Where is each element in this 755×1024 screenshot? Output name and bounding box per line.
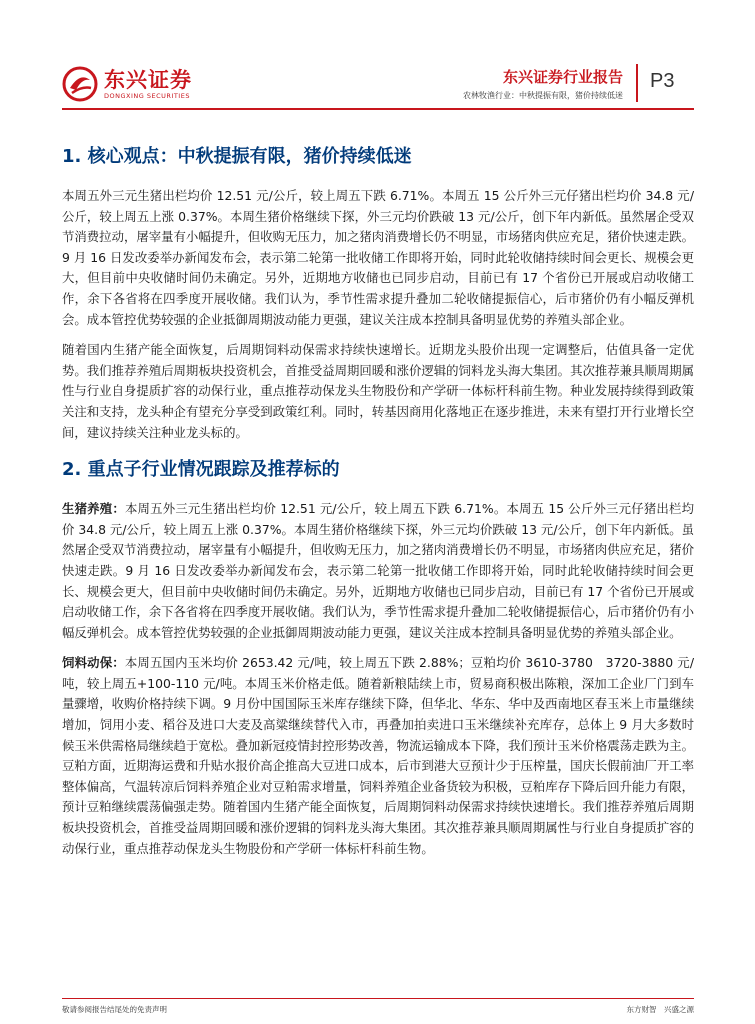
subsector-lead-feed: 饲料动保： bbox=[62, 655, 125, 671]
subsector-text-feed: 本周五国内玉米均价 2653.42 元/吨，较上周五下跌 2.88%；豆粕均价 3610-3780 3720-3880 元/吨，较上周五+100-110 元/吨。本周玉米价格走低。随着新粮陆续上市，贸易商积极出陈粮，深加工企业厂门到车量骤增，收购价格持续下调。9 月份中国国际玉米库存继续下降，但华北、华东、华中及西南地区春玉米上市量继续增加，饲用小麦、稻谷及进口大麦及高粱继续替代入市，再叠加拍卖进口玉米继续补充库存，总体上 9 月大多数时候玉米供需格局继续趋于宽松。叠加新冠疫情封控形势改善，物流运输成本下降，我们预计玉米价格震荡走跌为主。豆粕方面，近期海运费和升贴水报价高企推高大豆进口成本，后市到港大豆预计少于压榨量，国庆长假前油厂开工率整体偏高，气温转凉后饲料养殖企业对豆粕需求增量，饲料养殖企业备货较为积极，豆粕库存下降后回升能力有限，预计豆粕继续震荡偏强走势。随着国内生猪产能全面恢复，后周期饲料动保需求持续快速增长。我们推荐养殖后周期板块投资机会，首推受益周期回暖和涨价逻辑的饲料龙头海大集团。其次推荐兼具顺周期属性与行业自身提质扩容的动保行业，重点推荐动保龙头生物股份和产学研一体标杆科前生物。 bbox=[62, 655, 695, 856]
core-view-paragraph-2: 随着国内生猪产能全面恢复，后周期饲料动保需求持续快速增长。近期龙头股价出现一定调整后，估值具备一定优势。我们推荐养殖后周期板块投资机会，首推受益周期回暖和涨价逻辑的饲料龙头海大集团。其次推荐兼具顺周期属性与行业自身提质扩容的动保行业，重点推荐动保龙头生物股份和产学研一体标杆科前生物。种业发展持续得到政策关注和支持，龙头种企有望充分享受到政策红利。同时，转基因商用化落地正在逐步推进，未来有望打开行业增长空间，建议持续关注种业龙头标的。 bbox=[62, 342, 694, 440]
footer-slogan: 东方财智 兴盛之源 bbox=[626, 1005, 694, 1014]
subsector-paragraph-hog bbox=[62, 499, 694, 643]
logo-text-cn: 东兴证券 bbox=[104, 68, 192, 92]
report-body bbox=[62, 130, 694, 859]
page-header bbox=[0, 0, 755, 110]
header-divider bbox=[636, 64, 638, 102]
subsector-lead-hog: 生猪养殖： bbox=[62, 501, 125, 517]
subsector-paragraph-feed bbox=[62, 653, 694, 859]
section-heading-subsectors: 2. 重点子行业情况跟踪及推荐标的 bbox=[62, 459, 340, 481]
section-heading-core-view: 1. 核心观点：中秋提振有限，猪价持续低迷 bbox=[62, 146, 412, 167]
logo-mark-icon bbox=[62, 66, 98, 102]
header-rule bbox=[62, 108, 694, 110]
logo-text-en: DONGXING SECURITIES bbox=[104, 92, 190, 100]
company-logo bbox=[62, 64, 202, 108]
report-subtitle: 农林牧渔行业：中秋提振有限，猪价持续低迷 bbox=[463, 91, 623, 100]
report-title: 东兴证券行业报告 bbox=[502, 68, 623, 86]
subsector-text-hog: 本周五外三元生猪出栏均价 12.51 元/公斤，较上周五下跌 6.71%。本周五 15 公斤外三元仔猪出栏均价 34.8 元/公斤，较上周五上涨 0.37%。本周生猪价格继续下探，外三元均价跌破 13 元/公斤，创下年内新低。虽然屠企受双节消费拉动，屠宰量有小幅提升，但收购无压力，加之猪肉消费增长仍不明显，市场猪肉供应充足，猪价快速走跌。9 月 16 日发改委举办新闻发布会，表示第二轮第一批收储工作即将开始，同时此轮收储持续时间会更长、规模会更大，但目前中央收储时间仍未确定。另外，近期地方收储也已同步启动，目前已有 17 个省份已开展或启动收储工作，余下各省将在四季度开展收储。我们认为，季节性需求提升叠加二轮收储提振信心，后市猪价仍有小幅反弹机会。成本管控优势较强的企业抵御周期波动能力更强，建议关注成本控制具备明显优势的养殖头部企业。 bbox=[62, 501, 695, 640]
footer-disclaimer: 敬请参阅报告结尾处的免责声明 bbox=[62, 1005, 167, 1014]
core-view-paragraph-1: 本周五外三元生猪出栏均价 12.51 元/公斤，较上周五下跌 6.71%。本周五 15 公斤外三元仔猪出栏均价 34.8 元/公斤，较上周五上涨 0.37%。本周生猪价格继续下探，外三元均价跌破 13 元/公斤，创下年内新低。虽然屠企受双节消费拉动，屠宰量有小幅提升，但收购无压力，加之猪肉消费增长仍不明显，市场猪肉供应充足，猪价快速走跌。9 月 16 日发改委举办新闻发布会，表示第二轮第一批收储工作即将开始，同时此轮收储持续时间会更长、规模会更大，但目前中央收储时间仍未确定。另外，近期地方收储也已同步启动，目前已有 17 个省份已开展或启动收储工作，余下各省将在四季度开展收储。我们认为，季节性需求提升叠加二轮收储提振信心，后市猪价仍有小幅反弹机会。成本管控优势较强的企业抵御周期波动能力更强，建议关注成本控制具备明显优势的养殖头部企业。 bbox=[62, 188, 694, 327]
page-number: P3 bbox=[650, 70, 675, 92]
footer-rule bbox=[62, 998, 694, 999]
